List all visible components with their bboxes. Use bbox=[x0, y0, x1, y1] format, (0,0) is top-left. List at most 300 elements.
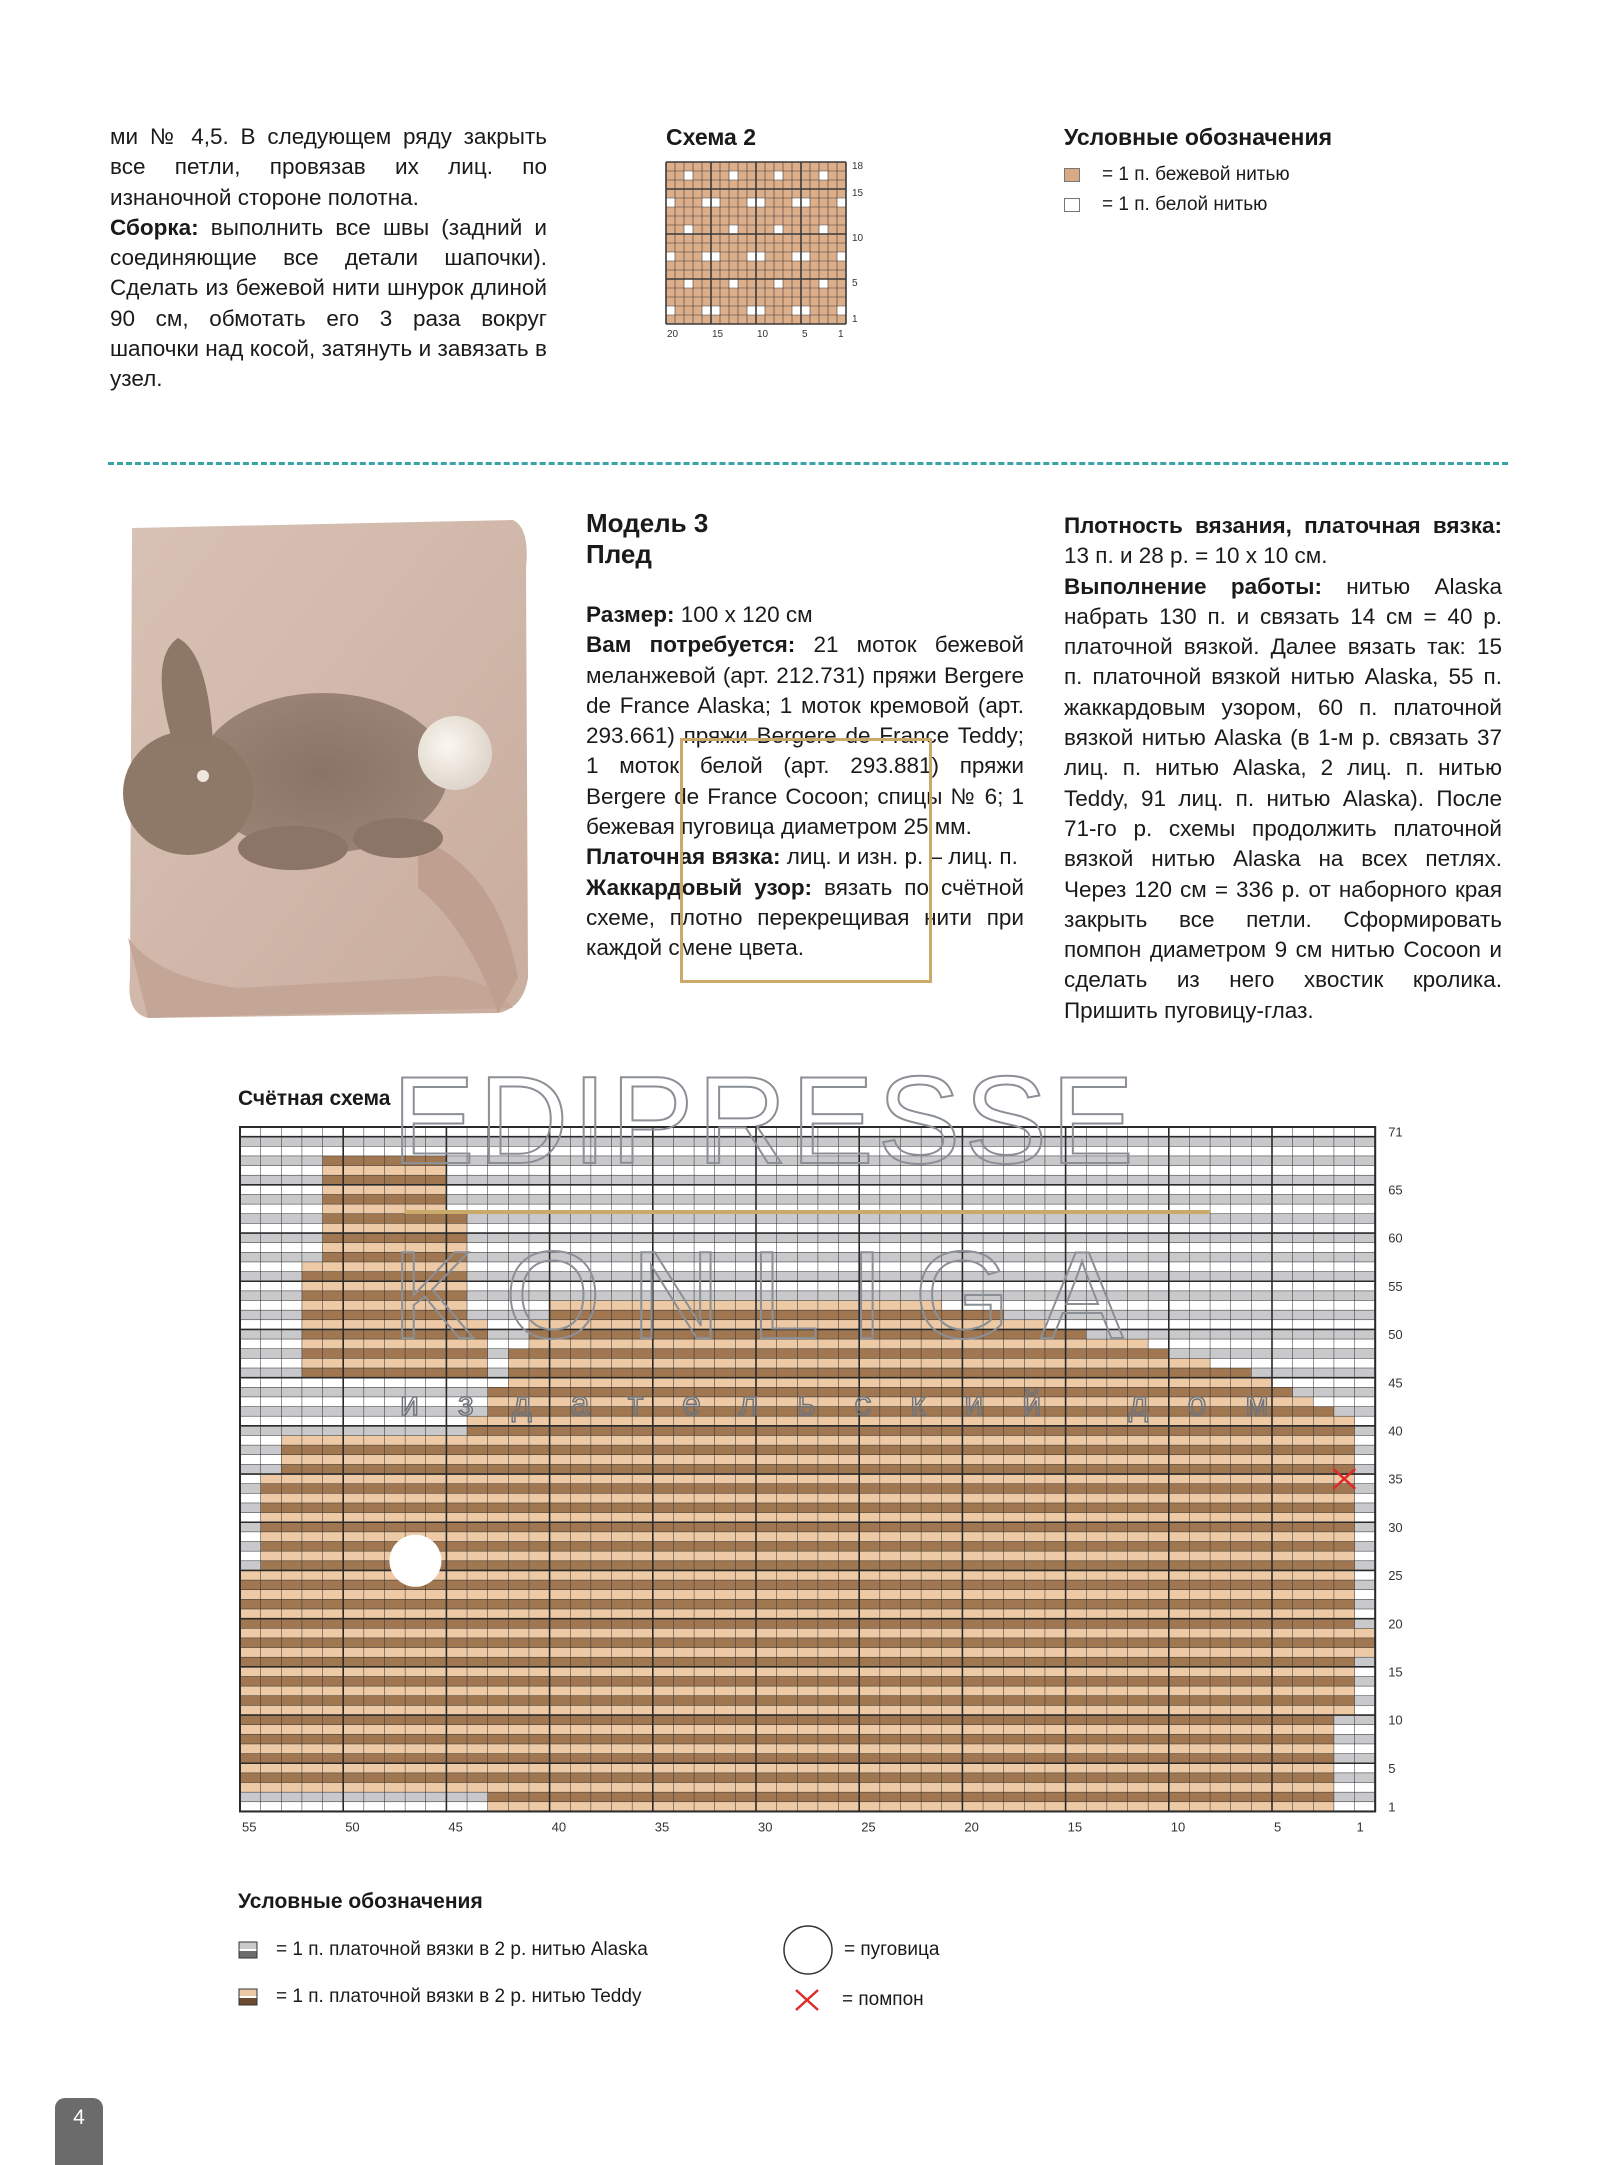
chart-stitch-cell bbox=[1272, 1676, 1293, 1686]
chart-stitch-cell bbox=[426, 1696, 447, 1706]
chart-stitch-cell bbox=[1272, 1368, 1293, 1378]
chart-stitch-cell bbox=[323, 1783, 344, 1793]
chart-stitch-cell bbox=[900, 1416, 921, 1426]
chart-stitch-cell bbox=[488, 1243, 509, 1253]
chart-stitch-cell bbox=[653, 1368, 674, 1378]
chart-stitch-cell bbox=[1169, 1590, 1190, 1600]
chart-stitch-cell bbox=[694, 1214, 715, 1224]
chart-stitch-cell bbox=[735, 1513, 756, 1523]
chart-stitch-cell bbox=[1189, 1513, 1210, 1523]
chart-stitch-cell bbox=[1004, 1281, 1025, 1291]
chart-stitch-cell bbox=[426, 1522, 447, 1532]
chart-stitch-cell bbox=[1231, 1609, 1252, 1619]
chart-stitch-cell bbox=[302, 1416, 323, 1426]
chart-stitch-cell bbox=[1210, 1715, 1231, 1725]
chart-stitch-cell bbox=[488, 1301, 509, 1311]
chart-stitch-cell bbox=[343, 1291, 364, 1301]
chart-stitch-cell bbox=[1210, 1146, 1231, 1156]
chart-stitch-cell bbox=[343, 1137, 364, 1147]
chart-stitch-cell bbox=[426, 1754, 447, 1764]
chart-stitch-cell bbox=[302, 1243, 323, 1253]
chart-stitch-cell bbox=[467, 1397, 488, 1407]
chart-stitch-cell bbox=[756, 1792, 777, 1802]
chart-stitch-cell bbox=[612, 1715, 633, 1725]
chart-stitch-cell bbox=[1004, 1339, 1025, 1349]
chart-stitch-cell bbox=[797, 1648, 818, 1658]
chart-stitch-cell bbox=[756, 1725, 777, 1735]
chart-stitch-cell bbox=[1272, 1532, 1293, 1542]
chart-stitch-cell bbox=[384, 1185, 405, 1195]
density-text: 13 п. и 28 р. = 10 х 10 см. bbox=[1064, 543, 1328, 569]
chart-stitch-cell bbox=[1004, 1513, 1025, 1523]
chart-stitch-cell bbox=[632, 1146, 653, 1156]
chart-stitch-cell bbox=[818, 1802, 839, 1812]
chart-x-tick: 30 bbox=[758, 1819, 773, 1835]
chart-stitch-cell bbox=[405, 1445, 426, 1455]
chart-stitch-cell bbox=[1293, 1657, 1314, 1667]
chart-stitch-cell bbox=[880, 1156, 901, 1166]
chart-stitch-cell bbox=[261, 1387, 282, 1397]
chart-stitch-cell bbox=[488, 1513, 509, 1523]
chart-stitch-cell bbox=[550, 1725, 571, 1735]
chart-stitch-cell bbox=[880, 1503, 901, 1513]
chart-stitch-cell bbox=[240, 1532, 261, 1542]
chart-stitch-cell bbox=[612, 1464, 633, 1474]
chart-stitch-cell bbox=[921, 1638, 942, 1648]
chart-stitch-cell bbox=[488, 1503, 509, 1513]
chart-stitch-cell bbox=[281, 1262, 302, 1272]
chart-stitch-cell bbox=[1189, 1301, 1210, 1311]
chart-stitch-cell bbox=[777, 1628, 798, 1638]
chart-stitch-cell bbox=[1128, 1676, 1149, 1686]
chart-stitch-cell bbox=[302, 1272, 323, 1282]
chart-stitch-cell bbox=[777, 1763, 798, 1773]
chart-stitch-cell bbox=[550, 1705, 571, 1715]
chart-stitch-cell bbox=[405, 1387, 426, 1397]
chart-stitch-cell bbox=[405, 1667, 426, 1677]
chart-stitch-cell bbox=[508, 1407, 529, 1417]
chart-stitch-cell bbox=[261, 1590, 282, 1600]
chart-stitch-cell bbox=[281, 1599, 302, 1609]
chart-stitch-cell bbox=[1272, 1792, 1293, 1802]
chart-stitch-cell bbox=[302, 1474, 323, 1484]
chart-stitch-cell bbox=[302, 1301, 323, 1311]
chart-stitch-cell bbox=[900, 1329, 921, 1339]
chart-stitch-cell bbox=[1024, 1339, 1045, 1349]
chart-stitch-cell bbox=[735, 1329, 756, 1339]
chart-stitch-cell bbox=[880, 1378, 901, 1388]
chart-stitch-cell bbox=[508, 1763, 529, 1773]
chart-stitch-cell bbox=[240, 1667, 261, 1677]
chart-stitch-cell bbox=[1355, 1243, 1376, 1253]
chart-stitch-cell bbox=[1045, 1570, 1066, 1580]
jacquard-label: Жаккардовый узор: bbox=[586, 874, 813, 900]
chart-stitch-cell bbox=[612, 1648, 633, 1658]
chart-stitch-cell bbox=[962, 1580, 983, 1590]
chart-stitch-cell bbox=[240, 1320, 261, 1330]
chart-stitch-cell bbox=[735, 1127, 756, 1137]
chart-stitch-cell bbox=[715, 1137, 736, 1147]
chart-stitch-cell bbox=[1169, 1532, 1190, 1542]
chart-stitch-cell bbox=[839, 1329, 860, 1339]
chart-stitch-cell bbox=[1045, 1233, 1066, 1243]
chart-stitch-cell bbox=[550, 1570, 571, 1580]
chart-stitch-cell bbox=[715, 1387, 736, 1397]
chart-stitch-cell bbox=[653, 1281, 674, 1291]
chart-stitch-cell bbox=[612, 1243, 633, 1253]
chart-stitch-cell bbox=[900, 1175, 921, 1185]
chart-stitch-cell bbox=[302, 1792, 323, 1802]
chart-stitch-cell bbox=[550, 1802, 571, 1812]
chart-stitch-cell bbox=[1024, 1792, 1045, 1802]
schema2-white-stitch bbox=[837, 252, 846, 261]
chart-stitch-cell bbox=[240, 1455, 261, 1465]
chart-stitch-cell bbox=[1169, 1619, 1190, 1629]
chart-stitch-cell bbox=[1086, 1185, 1107, 1195]
chart-stitch-cell bbox=[426, 1416, 447, 1426]
chart-stitch-cell bbox=[281, 1513, 302, 1523]
chart-stitch-cell bbox=[529, 1378, 550, 1388]
chart-stitch-cell bbox=[343, 1493, 364, 1503]
chart-stitch-cell bbox=[529, 1725, 550, 1735]
chart-stitch-cell bbox=[1231, 1358, 1252, 1368]
chart-stitch-cell bbox=[1169, 1551, 1190, 1561]
chart-stitch-cell bbox=[591, 1474, 612, 1484]
chart-stitch-cell bbox=[1169, 1156, 1190, 1166]
chart-stitch-cell bbox=[1148, 1599, 1169, 1609]
chart-stitch-cell bbox=[1355, 1223, 1376, 1233]
chart-stitch-cell bbox=[508, 1792, 529, 1802]
chart-stitch-cell bbox=[1334, 1368, 1355, 1378]
chart-stitch-cell bbox=[1334, 1233, 1355, 1243]
chart-stitch-cell bbox=[1313, 1484, 1334, 1494]
chart-stitch-cell bbox=[446, 1648, 467, 1658]
chart-stitch-cell bbox=[839, 1127, 860, 1137]
chart-stitch-cell bbox=[694, 1223, 715, 1233]
chart-stitch-cell bbox=[1045, 1194, 1066, 1204]
chart-stitch-cell bbox=[508, 1561, 529, 1571]
chart-stitch-cell bbox=[508, 1426, 529, 1436]
chart-stitch-cell bbox=[1272, 1339, 1293, 1349]
chart-stitch-cell bbox=[921, 1648, 942, 1658]
chart-stitch-cell bbox=[343, 1310, 364, 1320]
chart-stitch-cell bbox=[302, 1310, 323, 1320]
chart-stitch-cell bbox=[1024, 1387, 1045, 1397]
chart-stitch-cell bbox=[488, 1214, 509, 1224]
chart-stitch-cell bbox=[983, 1214, 1004, 1224]
chart-stitch-cell bbox=[921, 1397, 942, 1407]
chart-stitch-cell bbox=[694, 1734, 715, 1744]
chart-stitch-cell bbox=[880, 1648, 901, 1658]
chart-stitch-cell bbox=[261, 1156, 282, 1166]
chart-stitch-cell bbox=[384, 1204, 405, 1214]
chart-stitch-cell bbox=[529, 1638, 550, 1648]
schema2-white-stitch bbox=[792, 198, 801, 207]
chart-stitch-cell bbox=[529, 1734, 550, 1744]
chart-stitch-cell bbox=[508, 1291, 529, 1301]
chart-stitch-cell bbox=[240, 1194, 261, 1204]
chart-stitch-cell bbox=[1107, 1551, 1128, 1561]
chart-stitch-cell bbox=[1231, 1542, 1252, 1552]
chart-stitch-cell bbox=[694, 1137, 715, 1147]
chart-stitch-cell bbox=[839, 1252, 860, 1262]
chart-stitch-cell bbox=[1189, 1407, 1210, 1417]
chart-stitch-cell bbox=[1045, 1378, 1066, 1388]
chart-stitch-cell bbox=[467, 1262, 488, 1272]
chart-stitch-cell bbox=[859, 1407, 880, 1417]
chart-stitch-cell bbox=[1086, 1638, 1107, 1648]
chart-stitch-cell bbox=[550, 1657, 571, 1667]
chart-stitch-cell bbox=[467, 1233, 488, 1243]
chart-stitch-cell bbox=[612, 1570, 633, 1580]
chart-stitch-cell bbox=[715, 1455, 736, 1465]
chart-stitch-cell bbox=[1169, 1657, 1190, 1667]
chart-stitch-cell bbox=[1128, 1445, 1149, 1455]
chart-stitch-cell bbox=[529, 1503, 550, 1513]
chart-stitch-cell bbox=[1148, 1628, 1169, 1638]
chart-stitch-cell bbox=[1086, 1339, 1107, 1349]
legend-bottom-title: Условные обозначения bbox=[238, 1890, 483, 1913]
chart-stitch-cell bbox=[426, 1667, 447, 1677]
chart-stitch-cell bbox=[880, 1744, 901, 1754]
chart-stitch-cell bbox=[570, 1676, 591, 1686]
chart-stitch-cell bbox=[612, 1252, 633, 1262]
chart-stitch-cell bbox=[343, 1397, 364, 1407]
chart-stitch-cell bbox=[1355, 1435, 1376, 1445]
chart-stitch-cell bbox=[962, 1146, 983, 1156]
chart-stitch-cell bbox=[1272, 1243, 1293, 1253]
chart-stitch-cell bbox=[921, 1127, 942, 1137]
chart-stitch-cell bbox=[1148, 1301, 1169, 1311]
chart-stitch-cell bbox=[281, 1705, 302, 1715]
chart-stitch-cell bbox=[859, 1426, 880, 1436]
chart-stitch-cell bbox=[942, 1175, 963, 1185]
chart-stitch-cell bbox=[467, 1156, 488, 1166]
chart-stitch-cell bbox=[1334, 1426, 1355, 1436]
chart-stitch-cell bbox=[921, 1667, 942, 1677]
chart-stitch-cell bbox=[818, 1474, 839, 1484]
chart-stitch-cell bbox=[1128, 1146, 1149, 1156]
chart-stitch-cell bbox=[1128, 1387, 1149, 1397]
chart-stitch-cell bbox=[343, 1320, 364, 1330]
chart-stitch-cell bbox=[364, 1349, 385, 1359]
chart-stitch-cell bbox=[364, 1619, 385, 1629]
chart-stitch-cell bbox=[1251, 1407, 1272, 1417]
chart-stitch-cell bbox=[1251, 1484, 1272, 1494]
chart-stitch-cell bbox=[591, 1426, 612, 1436]
chart-stitch-cell bbox=[323, 1407, 344, 1417]
chart-stitch-cell bbox=[839, 1407, 860, 1417]
chart-stitch-cell bbox=[921, 1310, 942, 1320]
chart-stitch-cell bbox=[983, 1686, 1004, 1696]
chart-stitch-cell bbox=[488, 1435, 509, 1445]
chart-stitch-cell bbox=[632, 1599, 653, 1609]
chart-stitch-cell bbox=[818, 1464, 839, 1474]
chart-stitch-cell bbox=[735, 1416, 756, 1426]
chart-stitch-cell bbox=[1272, 1628, 1293, 1638]
chart-stitch-cell bbox=[1334, 1532, 1355, 1542]
chart-y-tick: 1 bbox=[1388, 1799, 1396, 1815]
chart-stitch-cell bbox=[839, 1387, 860, 1397]
chart-stitch-cell bbox=[839, 1503, 860, 1513]
chart-stitch-cell bbox=[797, 1339, 818, 1349]
chart-stitch-cell bbox=[261, 1407, 282, 1417]
chart-stitch-cell bbox=[488, 1262, 509, 1272]
chart-stitch-cell bbox=[839, 1243, 860, 1253]
chart-stitch-cell bbox=[839, 1648, 860, 1658]
chart-stitch-cell bbox=[1086, 1455, 1107, 1465]
chart-stitch-cell bbox=[550, 1156, 571, 1166]
chart-stitch-cell bbox=[488, 1802, 509, 1812]
chart-stitch-cell bbox=[1128, 1349, 1149, 1359]
chart-stitch-cell bbox=[1086, 1146, 1107, 1156]
chart-stitch-cell bbox=[281, 1792, 302, 1802]
chart-stitch-cell bbox=[1107, 1291, 1128, 1301]
chart-stitch-cell bbox=[405, 1696, 426, 1706]
chart-stitch-cell bbox=[1189, 1628, 1210, 1638]
chart-stitch-cell bbox=[426, 1358, 447, 1368]
chart-stitch-cell bbox=[426, 1407, 447, 1417]
chart-stitch-cell bbox=[1189, 1435, 1210, 1445]
chart-stitch-cell bbox=[983, 1435, 1004, 1445]
chart-stitch-cell bbox=[1313, 1570, 1334, 1580]
chart-stitch-cell bbox=[797, 1252, 818, 1262]
chart-stitch-cell bbox=[1128, 1368, 1149, 1378]
chart-stitch-cell bbox=[880, 1223, 901, 1233]
chart-stitch-cell bbox=[653, 1272, 674, 1282]
chart-stitch-cell bbox=[1148, 1233, 1169, 1243]
chart-stitch-cell bbox=[1066, 1493, 1087, 1503]
chart-stitch-cell bbox=[1313, 1329, 1334, 1339]
chart-stitch-cell bbox=[962, 1252, 983, 1262]
chart-stitch-cell bbox=[1148, 1252, 1169, 1262]
chart-stitch-cell bbox=[632, 1648, 653, 1658]
chart-stitch-cell bbox=[1169, 1570, 1190, 1580]
chart-stitch-cell bbox=[962, 1339, 983, 1349]
chart-stitch-cell bbox=[839, 1715, 860, 1725]
chart-stitch-cell bbox=[1107, 1166, 1128, 1176]
chart-stitch-cell bbox=[694, 1156, 715, 1166]
chart-stitch-cell bbox=[1231, 1696, 1252, 1706]
chart-stitch-cell bbox=[1169, 1609, 1190, 1619]
chart-stitch-cell bbox=[1251, 1570, 1272, 1580]
chart-stitch-cell bbox=[962, 1667, 983, 1677]
chart-stitch-cell bbox=[261, 1214, 282, 1224]
chart-stitch-cell bbox=[1334, 1137, 1355, 1147]
chart-stitch-cell bbox=[653, 1291, 674, 1301]
chart-stitch-cell bbox=[529, 1416, 550, 1426]
chart-stitch-cell bbox=[1210, 1166, 1231, 1176]
chart-stitch-cell bbox=[942, 1792, 963, 1802]
chart-stitch-cell bbox=[673, 1628, 694, 1638]
chart-stitch-cell bbox=[591, 1127, 612, 1137]
chart-stitch-cell bbox=[261, 1329, 282, 1339]
chart-stitch-cell bbox=[735, 1532, 756, 1542]
chart-stitch-cell bbox=[1355, 1667, 1376, 1677]
chart-stitch-cell bbox=[323, 1609, 344, 1619]
chart-stitch-cell bbox=[859, 1175, 880, 1185]
chart-stitch-cell bbox=[1045, 1734, 1066, 1744]
chart-stitch-cell bbox=[426, 1214, 447, 1224]
chart-stitch-cell bbox=[942, 1301, 963, 1311]
chart-stitch-cell bbox=[364, 1426, 385, 1436]
chart-stitch-cell bbox=[715, 1503, 736, 1513]
chart-stitch-cell bbox=[1086, 1368, 1107, 1378]
chart-stitch-cell bbox=[384, 1744, 405, 1754]
chart-stitch-cell bbox=[1251, 1349, 1272, 1359]
chart-stitch-cell bbox=[921, 1725, 942, 1735]
chart-stitch-cell bbox=[859, 1802, 880, 1812]
chart-stitch-cell bbox=[1086, 1397, 1107, 1407]
chart-stitch-cell bbox=[756, 1223, 777, 1233]
chart-stitch-cell bbox=[281, 1455, 302, 1465]
chart-stitch-cell bbox=[302, 1407, 323, 1417]
chart-stitch-cell bbox=[550, 1503, 571, 1513]
chart-stitch-cell bbox=[715, 1783, 736, 1793]
chart-stitch-cell bbox=[1251, 1725, 1272, 1735]
chart-stitch-cell bbox=[1169, 1378, 1190, 1388]
chart-stitch-cell bbox=[756, 1542, 777, 1552]
chart-stitch-cell bbox=[1148, 1281, 1169, 1291]
chart-stitch-cell bbox=[1148, 1320, 1169, 1330]
chart-stitch-cell bbox=[1086, 1696, 1107, 1706]
chart-stitch-cell bbox=[1272, 1619, 1293, 1629]
chart-stitch-cell bbox=[715, 1551, 736, 1561]
chart-stitch-cell bbox=[240, 1802, 261, 1812]
chart-stitch-cell bbox=[1313, 1358, 1334, 1368]
chart-stitch-cell bbox=[1066, 1561, 1087, 1571]
chart-stitch-cell bbox=[839, 1763, 860, 1773]
chart-stitch-cell bbox=[859, 1580, 880, 1590]
chart-stitch-cell bbox=[1024, 1166, 1045, 1176]
chart-stitch-cell bbox=[1128, 1667, 1149, 1677]
chart-stitch-cell bbox=[591, 1416, 612, 1426]
chart-stitch-cell bbox=[364, 1609, 385, 1619]
chart-stitch-cell bbox=[405, 1744, 426, 1754]
chart-stitch-cell bbox=[488, 1474, 509, 1484]
chart-stitch-cell bbox=[900, 1773, 921, 1783]
chart-stitch-cell bbox=[1086, 1194, 1107, 1204]
chart-stitch-cell bbox=[1128, 1175, 1149, 1185]
chart-stitch-cell bbox=[591, 1513, 612, 1523]
chart-stitch-cell bbox=[1210, 1291, 1231, 1301]
chart-stitch-cell bbox=[467, 1252, 488, 1262]
chart-stitch-cell bbox=[1231, 1657, 1252, 1667]
chart-stitch-cell bbox=[673, 1725, 694, 1735]
chart-stitch-cell bbox=[384, 1214, 405, 1224]
chart-stitch-cell bbox=[550, 1773, 571, 1783]
chart-stitch-cell bbox=[1313, 1667, 1334, 1677]
chart-stitch-cell bbox=[591, 1435, 612, 1445]
chart-stitch-cell bbox=[529, 1542, 550, 1552]
model-title-block bbox=[586, 508, 708, 570]
chart-stitch-cell bbox=[612, 1638, 633, 1648]
chart-stitch-cell bbox=[921, 1233, 942, 1243]
chart-stitch-cell bbox=[715, 1570, 736, 1580]
chart-stitch-cell bbox=[900, 1792, 921, 1802]
chart-stitch-cell bbox=[1107, 1368, 1128, 1378]
chart-stitch-cell bbox=[426, 1156, 447, 1166]
chart-stitch-cell bbox=[715, 1214, 736, 1224]
chart-stitch-cell bbox=[715, 1301, 736, 1311]
chart-stitch-cell bbox=[859, 1474, 880, 1484]
chart-stitch-cell bbox=[612, 1445, 633, 1455]
chart-stitch-cell bbox=[1004, 1349, 1025, 1359]
chart-stitch-cell bbox=[446, 1484, 467, 1494]
chart-stitch-cell bbox=[1355, 1301, 1376, 1311]
chart-stitch-cell bbox=[1355, 1175, 1376, 1185]
chart-stitch-cell bbox=[1189, 1329, 1210, 1339]
